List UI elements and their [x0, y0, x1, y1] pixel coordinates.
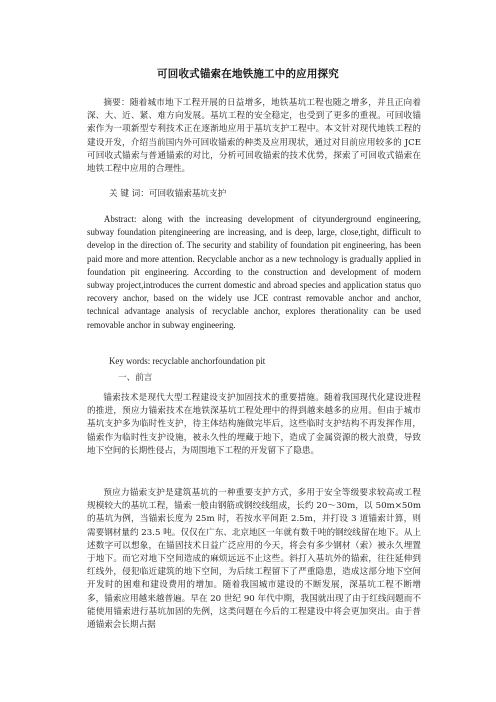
intro-paragraph-2: 预应力锚索支护是建筑基坑的一种重要支护方式，多用于安全等级要求较高或工程规模较大的基坑工程，锚索一般由钢筋或钢绞线组成，长约 20～30m，以 50m×50m 的基坑为例，当锚索长度为 25m 时，若按水平间距 2.5m，并打设 3 道锚索计算，则需要钢材量约 23.5 吨。仅仅在广东、北京地区一年就有数千吨的钢绞线留在地下。从上述数字可以想象，在锚固技术日益广泛应用的今天，将会有多少钢材（索）被永久埋置于地下。而它对地下空间造成的麻烦远远不止这些。斜打入基坑外的锚索，往往延伸到红线外，侵犯临近建筑的地下空间，为后续工程留下了严重隐患，造成这部分地下空间开发时的困难和建设费用的增加。随着我国城市建设的不断发展，深基坑工程不断增多，锚索应用越来越普遍。早在 20 世纪 90 年代中期，我国就出现了由于红线问题而不能使用锚索进行基坑加固的先例，这类问题在今后的工程建设中将会更加突出。由于普通锚索会长期占据: [87, 488, 421, 631]
keywords-chinese-value: 可回收锚索基坑支护: [148, 189, 227, 199]
keywords-english: Key words: recyclable anchorfoundation pit: [109, 356, 266, 366]
paper-title: 可回收式锚索在地铁施工中的应用探究: [157, 68, 339, 80]
abstract-english: Abstract: along with the increasing development of cityunderground engineering, subway foundation pitengineering are increasing, and is deep, large, close,tight, difficult to develop in the direction of. The security and stability of foundation pit engineering, has been paid more and more attention. Recyclable anchor as a new technology is gradually applied in foundation pit engineering. According to the construction and development of modern subway project,introduces the current domestic and abroad species and application status quo recovery anchor, based on the widely use JCE contrast removable anchor and anchor, technical advantage analysis of recyclable anchor, explores therationality can be used removable anchor in subway engineering.: [87, 214, 421, 330]
abstract-chinese: 摘要：随着城市地下工程开展的日益增多，地铁基坑工程也随之增多，并且正向着深、大、近、紧、难方向发展。基坑工程的安全稳定，也受到了更多的重视。可回收锚索作为一项新型专利技术正在逐渐地应用于基坑支护工程中。本文针对现代地铁工程的建设开发，介绍当前国内外可回收锚索的种类及应用现状，通过对目前应用较多的 JCE 可回收式锚索与普通锚索的对比，分析可回收锚索的技术优势，探索了可回收式锚索在地铁工程中应用的合理性。: [87, 98, 421, 175]
section-heading-introduction: 一、前言: [118, 373, 153, 383]
intro-paragraph-1: 锚索技术是现代大型工程建设支护加固技术的重要措施。随着我国现代化建设进程的推进，预应力锚索技术在地铁深基坑工程处理中的得到越来越多的应用。但由于城市基坑支护多为临时性支护，待主体结构施做完毕后，这些临时支护结构不再发挥作用，锚索作为临时性支护设施，被永久性的埋藏于地下，造成了金属资源的极大浪费，导致地下空间的长期性侵占，为周围地下工程的开发留下了隐患。: [87, 393, 421, 456]
keywords-chinese: [109, 188, 226, 201]
keywords-chinese-label: 关 键 词：: [109, 189, 149, 199]
